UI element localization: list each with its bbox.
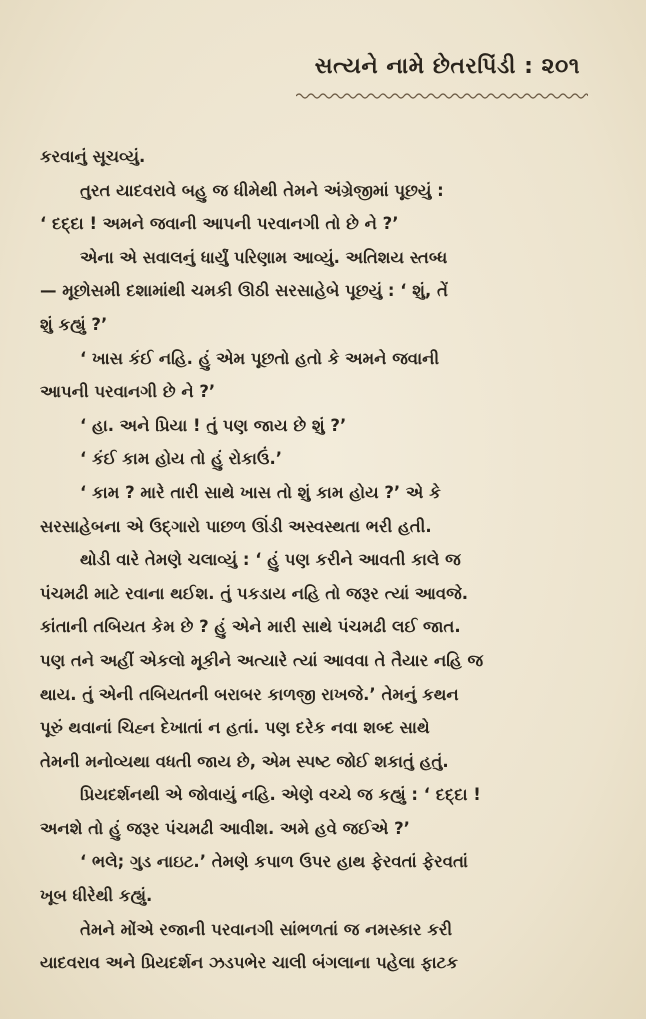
text-line: પણ તને અહીં એકલો મૂકીને અત્યારે ત્યાં આવવા તે તૈયાર નહિ જ <box>40 650 484 670</box>
text-line: યાદવરાવ અને પ્રિયદર્શન ઝડપભેર ચાલી બંગલાના પહેલા ફાટક <box>40 953 458 973</box>
text-line: પ્રિયદર્શનથી એ જોવાયું નહિ. એણે વચ્ચે જ કહ્યું : ‘ દદ્દા ! <box>80 785 481 805</box>
text-line: ‘ હા. અને પ્રિયા ! તું પણ જાય છે શું ?’ <box>80 415 347 435</box>
text-line: ‘ કામ ? મારે તારી સાથે ખાસ તો શું કામ હોય ?’ એ કે <box>80 482 441 502</box>
text-line: ‘ ખાસ કંઈ નહિ. હું એમ પૂછતો હતો કે અમને જવાની <box>80 348 440 368</box>
text-line: તેમને મોંએ રજાની પરવાનગી સાંભળતાં જ નમસ્કાર કરી <box>80 919 453 939</box>
text-line: સરસાહેબના એ ઉદ્ગારો પાછળ ઊંડી અસ્વસ્થતા ભરી હતી. <box>40 516 432 536</box>
text-line: ‘ કંઈ કામ હોય તો હું રોકાઉં.’ <box>80 449 282 469</box>
header-wavy-rule <box>296 92 588 100</box>
text-line: પૂરું થવાનાં ચિહ્ન દેખાતાં ન હતાં. પણ દરેક નવા શબ્દ સાથે <box>40 718 430 738</box>
text-line: — મૂછોસમી દશામાંથી ચમકી ઊઠી સરસાહેબે પૂછયું : ‘ શું, તેં <box>40 281 448 301</box>
text-line: થોડી વારે તેમણે ચલાવ્યું : ‘ હું પણ કરીને આવતી કાલે જ <box>80 550 461 570</box>
text-line: થાય. તું એની તબિયતની બરાબર કાળજી રાખજે.’ તેમનું કથન <box>40 684 459 704</box>
text-line: ‘ દદ્દા ! અમને જવાની આપની પરવાનગી તો છે ને ?’ <box>40 214 399 234</box>
text-line: શું કહ્યું ?’ <box>40 314 108 334</box>
text-line: કરવાનું સૂચવ્યું. <box>40 147 146 166</box>
running-header: સત્યને નામે છેતરપિંડી : ૨૦૧ <box>314 54 580 79</box>
text-line: ખૂબ ધીરેથી કહ્યું. <box>40 886 153 906</box>
text-line: તેમની મનોવ્યથા વધતી જાય છે, એમ સ્પષ્ટ જોઈ શકાતું હતું. <box>40 751 449 771</box>
text-line: ‘ ભલે; ગુડ નાઇટ.’ તેમણે કપાળ ઉપર હાથ ફેરવતાં ફેરવતાં <box>80 852 468 872</box>
page-body <box>40 140 612 980</box>
text-line: આપની પરવાનગી છે ને ?’ <box>40 382 216 402</box>
text-line: એના એ સવાલનું ધાર્યું પરિણામ આવ્યું. અતિશય સ્તબ્ધ <box>80 247 448 267</box>
text-line: પંચમઢી માટે રવાના થઈશ. તું પકડાય નહિ તો જરૂર ત્યાં આવજે. <box>40 583 469 603</box>
text-line: અનશે તો હું જરૂર પંચમઢી આવીશ. અમે હવે જઈએ ?’ <box>40 818 410 838</box>
text-line: કાંતાની તબિયત કેમ છે ? હું એને મારી સાથે પંચમઢી લઈ જાત. <box>40 617 461 637</box>
text-line: તુરત યાદવરાવે બહુ જ ધીમેથી તેમને અંગ્રેજીમાં પૂછયું : <box>80 180 444 200</box>
